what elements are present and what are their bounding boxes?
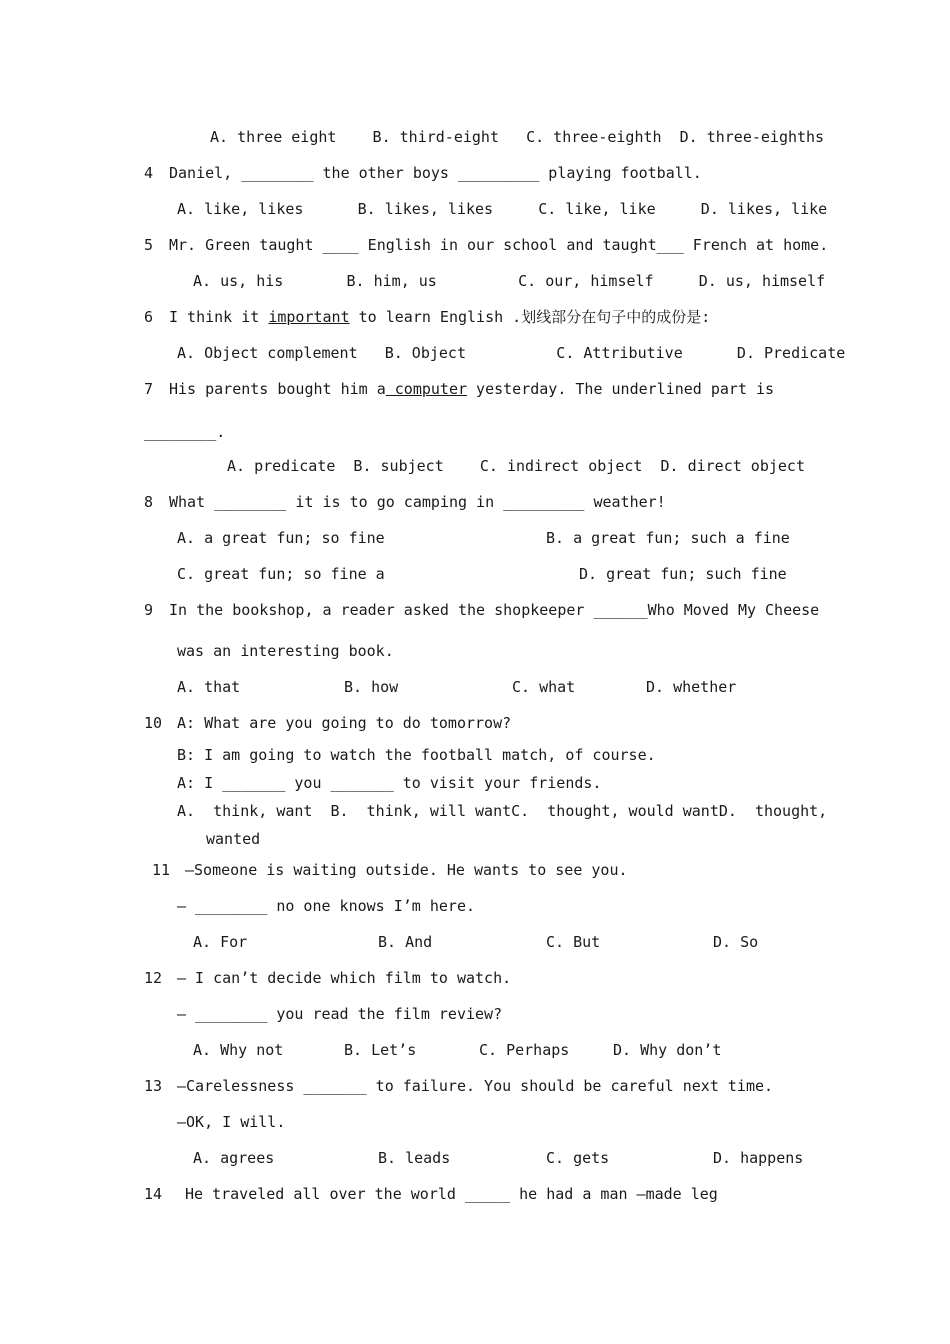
- q6-number: 6: [144, 308, 154, 326]
- q9-option-b: B. how: [344, 678, 399, 696]
- q4-options: A. like, likes B. likes, likes C. like, like D. likes, like: [177, 200, 828, 218]
- q8-text: What ________ it is to go camping in _________ weather!: [169, 493, 666, 511]
- q5-options: A. us, his B. him, us C. our, himself D. us, himself: [193, 272, 826, 290]
- q12-option-d: D. Why don’t: [613, 1041, 722, 1059]
- q4-number: 4: [144, 164, 154, 182]
- q9-text-cont: was an interesting book.: [177, 642, 394, 660]
- q9-option-d: D. whether: [646, 678, 737, 696]
- q12-line-1: — I can’t decide which film to watch.: [177, 969, 512, 987]
- q13-line-2: —OK, I will.: [177, 1113, 286, 1131]
- q6-underlined: important: [268, 308, 350, 326]
- q9-option-a: A. that: [177, 678, 241, 696]
- q14-number: 14: [144, 1185, 163, 1203]
- q8-option-c: C. great fun; so fine a: [177, 565, 385, 583]
- q13-option-a: A. agrees: [193, 1149, 275, 1167]
- q11-number: 11: [152, 861, 171, 879]
- q13-option-d: D. happens: [713, 1149, 804, 1167]
- q12-number: 12: [144, 969, 163, 987]
- q14-text: He traveled all over the world _____ he had a man –made leg: [185, 1185, 718, 1203]
- q8-number: 8: [144, 493, 154, 511]
- q7-blank: ________.: [144, 423, 226, 441]
- q6-text: [169, 307, 710, 327]
- q3-options: A. three eight B. third-eight C. three-eighth D. three-eighths: [210, 128, 825, 146]
- q5-text: Mr. Green taught ____ English in our school and taught___ French at home.: [169, 236, 829, 254]
- q12-option-a: A. Why not: [193, 1041, 284, 1059]
- q10-line-1: A: What are you going to do tomorrow?: [177, 714, 512, 732]
- q12-option-c: C. Perhaps: [479, 1041, 570, 1059]
- q10-line-2: B: I am going to watch the football match, of course.: [177, 746, 656, 764]
- q7-text-after: yesterday. The underlined part is: [467, 380, 775, 398]
- q4-text: Daniel, ________ the other boys _________ playing football.: [169, 164, 702, 182]
- q8-option-b: B. a great fun; such a fine: [546, 529, 790, 547]
- q6-options: A. Object complement B. Object C. Attributive D. Predicate: [177, 344, 846, 362]
- q10-options: A. think, want B. think, will wantC. thought, would wantD. thought,: [177, 802, 828, 820]
- q7-number: 7: [144, 380, 154, 398]
- q7-text: [169, 379, 774, 399]
- q8-option-d: D. great fun; such fine: [579, 565, 787, 583]
- q11-option-c: C. But: [546, 933, 601, 951]
- q11-option-d: D. So: [713, 933, 759, 951]
- q9-text: In the bookshop, a reader asked the shopkeeper ______Who Moved My Cheese: [169, 601, 820, 619]
- q5-number: 5: [144, 236, 154, 254]
- q10-options-cont: wanted: [206, 830, 261, 848]
- q13-line-1: —Carelessness _______ to failure. You should be careful next time.: [177, 1077, 774, 1095]
- q8-option-a: A. a great fun; so fine: [177, 529, 385, 547]
- q11-line-1: —Someone is waiting outside. He wants to see you.: [185, 861, 628, 879]
- q13-number: 13: [144, 1077, 163, 1095]
- q10-number: 10: [144, 714, 163, 732]
- q13-option-b: B. leads: [378, 1149, 451, 1167]
- q11-option-b: B. And: [378, 933, 433, 951]
- q13-option-c: C. gets: [546, 1149, 610, 1167]
- q6-text-before: I think it: [169, 308, 269, 326]
- q11-line-2: — ________ no one knows I’m here.: [177, 897, 476, 915]
- q11-option-a: A. For: [193, 933, 248, 951]
- q9-number: 9: [144, 601, 154, 619]
- q10-line-3: A: I _______ you _______ to visit your friends.: [177, 774, 602, 792]
- q12-line-2: — ________ you read the film review?: [177, 1005, 503, 1023]
- q7-text-before: His parents bought him a: [169, 380, 386, 398]
- q9-option-c: C. what: [512, 678, 576, 696]
- q7-options: A. predicate B. subject C. indirect object D. direct object: [227, 457, 805, 475]
- q6-text-after: to learn English .划线部分在句子中的成份是:: [349, 308, 711, 326]
- q12-option-b: B. Let’s: [344, 1041, 417, 1059]
- q7-underlined: computer: [385, 380, 468, 398]
